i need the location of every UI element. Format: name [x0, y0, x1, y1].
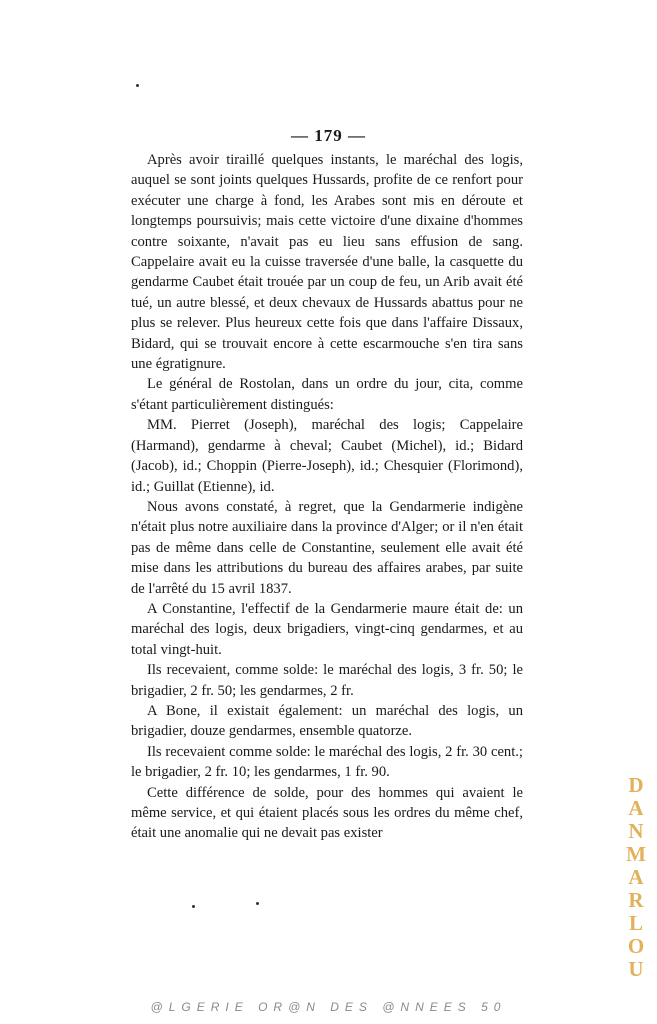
paragraph: A Bone, il existait également: un maréchal des logis, un brigadier, douze gendarmes, ensemble quatorze.: [131, 702, 523, 740]
paragraph: A Constantine, l'effectif de la Gendarmerie maure était de: un maréchal des logis, deux brigadiers, vingt-cinq gendarmes, et au total vingt-huit.: [131, 600, 523, 658]
body-text: [131, 150, 523, 844]
paragraph: Nous avons constaté, à regret, que la Gendarmerie indigène n'était plus notre auxiliaire dans la province d'Alger; or il n'en était pas de même dans celle de Constantine, seulement elle avait été mise dans les attributions du bureau des affaires arabes, par suite de l'arrêté du 15 avril 1837.: [131, 498, 523, 597]
print-speck: [136, 84, 139, 87]
footer-caption: @LGERIE OR@N DES @NNEES 50: [150, 1000, 507, 1014]
paragraph: Ils recevaient comme solde: le maréchal des logis, 2 fr. 30 cent.; le brigadier, 2 fr. 10; les gendarmes, 1 fr. 90.: [131, 743, 523, 781]
paragraph: Cette différence de solde, pour des hommes qui avaient le même service, et qui étaient placés sous les ordres du même chef, était une anomalie qui ne devait pas exister: [131, 784, 523, 842]
page-number: — 179 —: [291, 126, 366, 145]
print-speck: [192, 905, 195, 908]
paragraph: Après avoir tiraillé quelques instants, le maréchal des logis, auquel se sont joints quelques Hussards, profite de ce renfort pour exécuter une charge à fond, les Arabes sont mis en déroute et longtemps poursuivis; mais cette victoire d'une dixaine d'hommes contre soixante, n'avait pas eu lieu sans effusion de sang. Cappelaire avait eu la cuisse traversée d'une balle, la casquette du gendarme Caubet était trouée par un coup de feu, un Arib avait été tué, un autre blessé, et deux chevaux de Hussards abattus pour ne plus se relever. Plus heureux cette fois que dans l'affaire Dissaux, Bidard, qui se trouvait encore à cette escarmouche s'en tira sans une égratignure.: [131, 152, 523, 373]
paragraph: Le général de Rostolan, dans un ordre du jour, cita, comme s'étant particulièrement distingués:: [131, 376, 523, 413]
watermark: DANMARLOU: [626, 773, 646, 981]
print-speck: [256, 902, 259, 905]
paragraph: MM. Pierret (Joseph), maréchal des logis; Cappelaire (Harmand), gendarme à cheval; Caubet (Michel), id.; Bidard (Jacob), id.; Choppin (Pierre-Joseph), id.; Chesquier (Florimond), id.; Guillat (Etienne), id.: [131, 417, 523, 495]
paragraph: Ils recevaient, comme solde: le maréchal des logis, 3 fr. 50; le brigadier, 2 fr. 50; les gendarmes, 2 fr.: [131, 662, 523, 699]
